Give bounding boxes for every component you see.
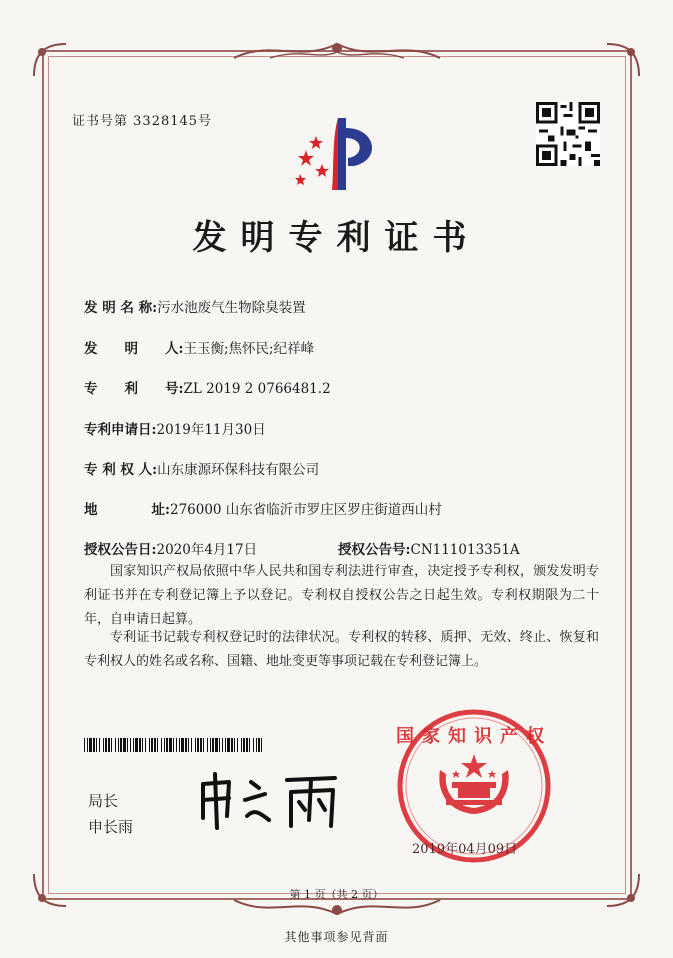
body-paragraph-2: 专利证书记载专利权登记时的法律状况。专利权的转移、质押、无效、终止、恢复和专利权人的姓名或名称、国籍、地址变更等事项记载在专利登记簿上。 [84, 630, 599, 669]
grant-date-label: 授权公告日: [84, 542, 157, 558]
seal-date: 2019年04月09日 [412, 842, 518, 857]
patentee-row [84, 458, 319, 478]
certificate-number-label: 证书号第 [72, 114, 129, 129]
handwritten-signature-icon [195, 770, 345, 830]
grant-date-row [84, 538, 257, 558]
footer-note: 其他事项参见背面 [284, 930, 389, 944]
certificate-number [72, 110, 212, 129]
address-row [84, 498, 442, 518]
filing-date-value: 2019年11月30日 [156, 422, 266, 438]
qr-code-icon [536, 102, 600, 166]
director-name: 申长雨 [88, 818, 134, 836]
patent-number-value: ZL 2019 2 0766481.2 [183, 381, 331, 397]
invention-name-row [84, 296, 306, 316]
page-indicator: 第 1 页（共 2 页） [289, 888, 384, 901]
patent-office-logo-icon [292, 108, 388, 194]
inventors-value: 王玉衡;焦怀民;纪祥峰 [183, 341, 315, 357]
corner-ornament-icon [603, 40, 643, 80]
patent-number-row [84, 377, 331, 397]
certificate-number-value: 3328145号 [133, 114, 213, 129]
corner-ornament-icon [30, 40, 70, 80]
invention-name-value: 污水池废气生物除臭装置 [157, 300, 306, 316]
grant-number-label: 授权公告号: [338, 542, 411, 558]
filing-date-label: 专利申请日: [84, 422, 157, 438]
address-value: 276000 山东省临沂市罗庄区罗庄街道西山村 [169, 502, 442, 518]
inventors-label: 发 明 人: [84, 341, 184, 357]
filing-date-row [84, 418, 266, 438]
grant-number-row [338, 538, 520, 558]
address-label: 地 址: [84, 502, 170, 518]
invention-name-label: 发 明 名 称: [84, 300, 158, 316]
body-paragraph-1: 国家知识产权局依照中华人民共和国专利法进行审查，决定授予专利权，颁发发明专利证书并在专利登记簿上予以登记。专利权自授权公告之日起生效。专利权期限为二十年，自申请日起算。 [84, 564, 599, 627]
inventors-row [84, 337, 314, 357]
director-title: 局长 [88, 792, 119, 810]
grant-date-value: 2020年4月17日 [156, 542, 258, 558]
patentee-value: 山东康源环保科技有限公司 [157, 462, 320, 478]
grant-number-value: CN111013351A [410, 542, 520, 558]
top-ornament-icon [230, 36, 444, 66]
seal-text: 国家知识产权 [396, 726, 552, 747]
patent-number-label: 专 利 号: [84, 381, 184, 397]
certificate-title: 发明专利证书 [192, 218, 481, 258]
patentee-label: 专 利 权 人: [84, 462, 158, 478]
barcode-icon [84, 738, 262, 752]
